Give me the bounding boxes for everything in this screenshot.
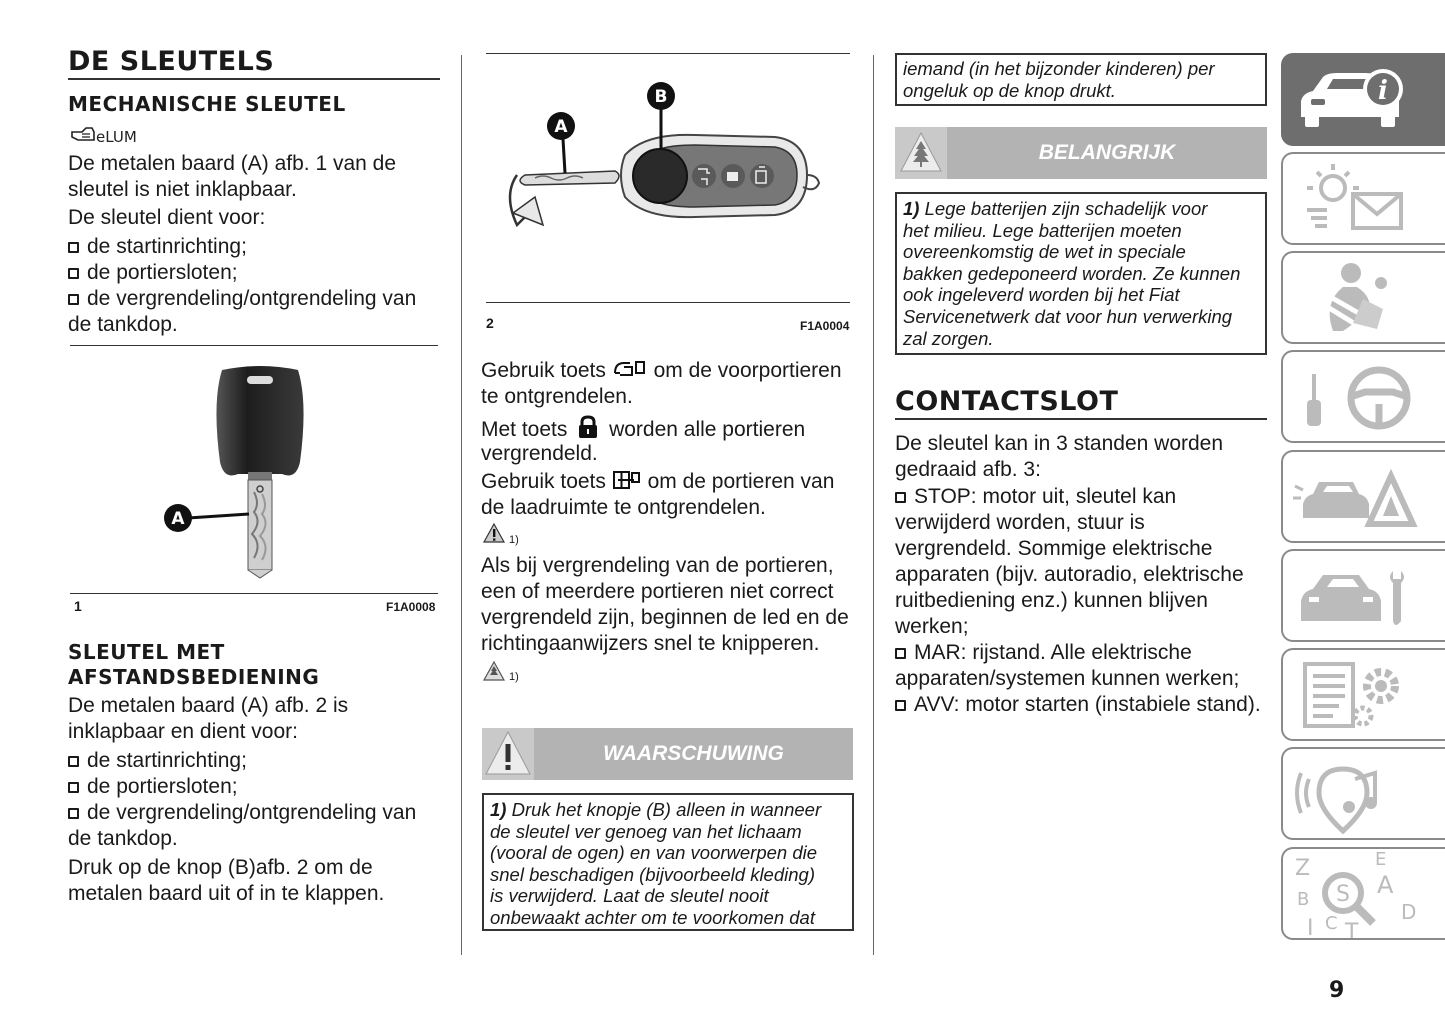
bullet-door-locks-2: de portiersloten; xyxy=(68,774,238,800)
warning-cont-line-1: iemand (in het bijzonder kinderen) per xyxy=(903,58,1215,79)
para-lock-all-cont: vergrendeld. xyxy=(481,442,598,465)
warning-line-6: onbewaakt achter om te voorkomen dat xyxy=(490,906,815,928)
warning-cont-line-2: ongeluk op de knop drukt. xyxy=(903,79,1116,101)
figure-1-top-rule xyxy=(70,345,438,346)
bullet-stop-3: vergrendeld. Sommige elektrische xyxy=(895,537,1213,560)
starting-driving-icon xyxy=(1283,352,1445,441)
important-box xyxy=(895,192,1267,355)
emergency-icon xyxy=(1283,452,1445,541)
figure-2-code: F1A0004 xyxy=(800,319,850,333)
para-key-purpose: De sleutel dient voor: xyxy=(68,206,266,229)
warning-banner-icon-area xyxy=(482,728,534,780)
figure-1-label-a: A xyxy=(171,509,185,529)
warning-box xyxy=(482,793,854,931)
important-line-2: het milieu. Lege batterijen moeten xyxy=(903,219,1182,241)
para-unlock-cargo-cont: de laadruimte te ontgrendelen. xyxy=(481,496,766,519)
figure-1-code: F1A0008 xyxy=(386,600,436,614)
warning-banner-title: WAARSCHUWING xyxy=(603,742,784,765)
para-ignition-2: gedraaid afb. 3: xyxy=(895,458,1041,481)
bullet-fuel-cap-2-cont: de tankdop. xyxy=(68,827,178,850)
bullet-door-locks: de portiersloten; xyxy=(68,260,238,286)
ignition-title-underline xyxy=(895,418,1267,420)
svg-text:T: T xyxy=(1345,920,1359,938)
tab-technical-data[interactable] xyxy=(1281,648,1445,741)
bullet-mar: MAR: rijstand. Alle elektrische xyxy=(895,640,1192,666)
column-divider-2 xyxy=(873,55,874,955)
figure-2-remote-key xyxy=(495,75,825,255)
tab-maintenance[interactable] xyxy=(1281,549,1445,642)
bullet-stop-5: ruitbediening enz.) kunnen blijven xyxy=(895,589,1208,612)
important-line-1: Lege batterijen zijn schadelijk voor xyxy=(924,198,1208,219)
bullet-fuel-cap-cont: de tankdop. xyxy=(68,313,178,336)
para-led-3: vergrendeld zijn, beginnen de led en de xyxy=(481,606,849,629)
svg-text:I: I xyxy=(1307,916,1314,938)
warning-banner xyxy=(482,728,853,780)
para-lock-all: Met toets worden alle portieren xyxy=(481,415,805,446)
important-banner xyxy=(895,127,1267,179)
environment-triangle-icon xyxy=(895,127,947,179)
unlock-cargo-doors-icon xyxy=(612,470,642,497)
section-title-ignition: CONTACTSLOT xyxy=(895,386,1119,417)
tab-index[interactable] xyxy=(1281,847,1445,940)
bullet-ignition: de startinrichting; xyxy=(68,234,247,260)
para-led-4: richtingaanwijzers snel te knipperen. xyxy=(481,632,820,655)
svg-text:eLUM: eLUM xyxy=(96,128,137,146)
figure-1-bottom-rule xyxy=(70,593,438,594)
important-banner-icon-area xyxy=(895,127,947,179)
bullet-stop: STOP: motor uit, sleutel kan xyxy=(895,484,1176,510)
figure-1-mechanical-key xyxy=(150,362,320,587)
index-icon xyxy=(1283,849,1445,938)
figure-2-label-b: B xyxy=(654,87,668,107)
bullet-stop-2: verwijderd worden, stuur is xyxy=(895,511,1145,534)
warning-line-3: (vooral de ogen) en van voorwerpen die xyxy=(490,842,818,864)
bullet-ignition-2: de startinrichting; xyxy=(68,748,247,774)
safety-icon xyxy=(1283,253,1445,342)
tab-car-info[interactable] xyxy=(1281,53,1445,146)
important-banner-title: BELANGRIJK xyxy=(1038,141,1176,164)
maintenance-icon xyxy=(1283,551,1445,640)
para-button-b-1: Druk op de knop (B)afb. 2 om de xyxy=(68,856,373,879)
important-line-6: Servicenetwerk dat voor hun verwerking xyxy=(903,305,1233,327)
section-heading-remote-key-2: AFSTANDSBEDIENING xyxy=(68,665,320,689)
warning-lights-icon xyxy=(1283,154,1445,243)
section-heading-mechanical-key: MECHANISCHE SLEUTEL xyxy=(68,92,346,116)
svg-text:E: E xyxy=(1375,849,1387,870)
warning-triangle-icon xyxy=(482,728,534,780)
warning-number: 1) xyxy=(490,799,507,820)
warning-ref-icon xyxy=(482,522,506,549)
svg-text:D: D xyxy=(1401,900,1417,924)
multimedia-icon xyxy=(1283,749,1445,838)
title-underline xyxy=(68,78,440,80)
environment-ref-icon xyxy=(482,660,506,687)
tab-multimedia[interactable] xyxy=(1281,747,1445,840)
svg-text:i: i xyxy=(1378,76,1388,106)
page-title: DE SLEUTELS xyxy=(68,46,275,77)
bullet-mar-2: apparaten/systemen kunnen werken; xyxy=(895,667,1240,690)
para-button-b-2: metalen baard uit of in te klappen. xyxy=(68,882,385,905)
para-mechanical-key: De metalen baard (A) afb. 1 van de sleutel is niet inklapbaar. xyxy=(68,152,397,201)
technical-data-icon xyxy=(1283,650,1445,739)
environment-ref-number: 1) xyxy=(509,671,519,683)
figure-2-top-rule xyxy=(486,53,850,54)
para-unlock-front: Gebruik toets om de voorportieren xyxy=(481,358,842,386)
tab-warning-lights[interactable] xyxy=(1281,152,1445,245)
para-led-1: Als bij vergrendeling van de portieren, xyxy=(481,554,834,577)
warning-ref-number: 1) xyxy=(509,534,519,546)
figure-2-bottom-rule xyxy=(486,302,850,303)
warning-line-2: de sleutel ver genoeg van het lichaam xyxy=(490,820,802,842)
svg-text:B: B xyxy=(1297,889,1310,910)
important-line-5: ook ingeleverd worden bij het Fiat xyxy=(903,284,1180,306)
figure-2-number: 2 xyxy=(486,315,494,331)
column-divider-1 xyxy=(461,55,462,955)
tab-starting-driving[interactable] xyxy=(1281,350,1445,443)
para-ignition-1: De sleutel kan in 3 standen worden xyxy=(895,432,1224,455)
bullet-avv: AVV: motor starten (instabiele stand). xyxy=(895,692,1261,718)
car-info-icon xyxy=(1283,55,1445,144)
tab-safety[interactable] xyxy=(1281,251,1445,344)
para-unlock-cargo: Gebruik toets om de portieren van xyxy=(481,469,834,497)
eco-hand-icon xyxy=(70,120,138,151)
important-line-7: zal zorgen. xyxy=(903,327,994,349)
important-number: 1) xyxy=(903,198,920,219)
svg-text:C: C xyxy=(1325,913,1338,934)
important-line-4: bakken gedeponeerd worden. Ze kunnen xyxy=(903,262,1241,284)
section-heading-remote-key-1: SLEUTEL MET xyxy=(68,640,225,664)
warning-line-4: snel beschadigen (bijvoorbeeld kleding) xyxy=(490,863,815,885)
para-led-2: een of meerdere portieren niet correct xyxy=(481,580,834,603)
para-remote-key-2: inklapbaar en dient voor: xyxy=(68,720,298,743)
figure-2-label-a: A xyxy=(554,117,568,137)
svg-text:A: A xyxy=(1377,871,1394,899)
warning-line-1: Druk het knopje (B) alleen in wanneer xyxy=(511,799,822,820)
figure-1-number: 1 xyxy=(74,598,82,614)
tab-emergency[interactable] xyxy=(1281,450,1445,543)
bullet-stop-6: werken; xyxy=(895,615,969,638)
warning-line-5: is verwijderd. Laat de sleutel nooit xyxy=(490,885,769,907)
svg-text:S: S xyxy=(1336,882,1350,907)
page-number: 9 xyxy=(1329,978,1345,1003)
unlock-front-doors-icon xyxy=(612,359,648,386)
bullet-fuel-cap-2: de vergrendeling/ontgrendeling van xyxy=(68,800,416,826)
para-remote-key-1: De metalen baard (A) afb. 2 is xyxy=(68,694,349,717)
bullet-fuel-cap: de vergrendeling/ontgrendeling van xyxy=(68,286,416,312)
svg-text:Z: Z xyxy=(1295,856,1311,881)
important-line-3: overeenkomstig de wet in speciale xyxy=(903,241,1186,263)
warning-continuation-box xyxy=(895,53,1267,106)
bullet-stop-4: apparaten (bijv. autoradio, elektrische xyxy=(895,563,1244,586)
para-unlock-front-cont: te ontgrendelen. xyxy=(481,385,633,408)
